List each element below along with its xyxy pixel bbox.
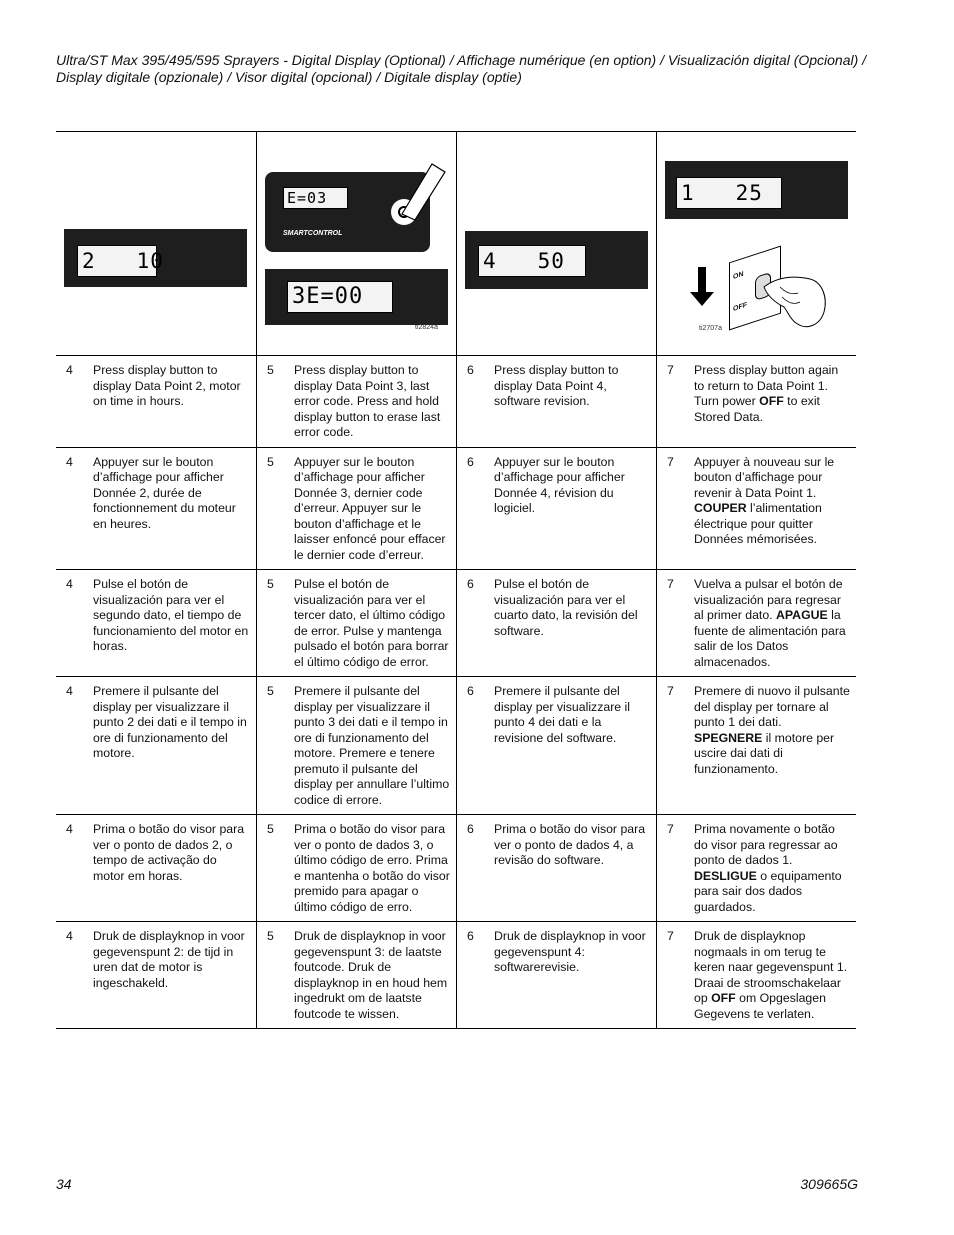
step-number: 6 [467,454,474,469]
text-row-nl [56,922,856,1029]
text-row-pt [56,815,856,922]
step-text: Druk de displayknop in voor gegevenspunt 2: de tijd in uren dat de motor is ingeschakeld. [93,929,245,990]
step-number: 7 [667,454,674,469]
step-text-part: Druk de displayknop nogmaals in om terug te keren naar gegevenspunt 1. Draai de stroomschakelaar op [694,929,848,1005]
text-row-en [56,356,856,448]
step-number: 7 [667,684,674,698]
step-number: 4 [66,577,73,591]
step-number: 4 [66,929,73,943]
step-number: 4 [66,822,73,836]
step-text-part: o equipamento para sair dos dados guardados. [694,868,842,914]
step-text: Premere il pulsante del display per visualizzare il punto 3 dei dati e il tempo in ore di funzionamento del motore. Premere e tenere premuto il pulsante del display per annullare l’ultimo codice di errore. [294,684,450,807]
step-number: 5 [267,363,274,377]
step-number: 5 [267,454,274,469]
step-number: 6 [467,929,474,943]
step-number: 7 [667,822,674,836]
text-row-fr [56,448,856,571]
step-text: Pulse el botón de visualización para ver el cuarto dato, la revisión del software. [494,577,638,638]
lcd-readout: 2 10 [77,245,157,277]
step-number: 6 [467,684,474,698]
step-text: Prima o botão do visor para ver o ponto de dados 4, a revisão do software. [494,822,646,867]
step-text: Premere il pulsante del display per visualizzare il punto 2 dei dati e il tempo in ore di funzionamento del motore. [93,684,247,760]
step-text-bold: DESLIGUE [694,868,757,883]
switch-off-label: OFF [733,301,747,314]
figure-step-5 [256,132,456,355]
step-text: Press display button to display Data Point 3, last error code. Press and hold display button to erase last error code. [294,363,441,439]
lcd-readout-bottom: 3E=00 [287,281,393,313]
step-text: Pulse el botón de visualización para ver el segundo dato, el tiempo de funcionamiento del motor en horas. [93,577,249,653]
step-number: 5 [267,929,274,943]
step-text [694,822,850,915]
step-number: 5 [267,577,274,591]
step-text: Press display button to display Data Point 4, software revision. [494,363,619,408]
step-number: 7 [667,363,674,377]
step-text-part: Press display button again to return to Data Point 1. Turn power [694,363,839,408]
step-text-part: Prima novamente o botão do visor para regressar ao ponto de dados 1. [694,822,838,867]
down-arrow-icon [689,267,715,307]
step-number: 6 [467,822,474,836]
lcd-readout-top: E=03 [283,187,348,209]
step-text: Premere il pulsante del display per visualizzare il punto 4 dei dati e la revisione del software. [494,684,631,745]
step-text: Druk de displayknop in voor gegevenspunt 4: softwarerevisie. [494,929,646,974]
step-text [694,363,850,441]
step-text-bold: OFF [759,394,784,408]
step-text: Prima o botão do visor para ver o ponto de dados 3, o último código de erro. Prima e mantenha o botão do visor premido para apagar o último código de erro. [294,822,450,914]
step-text [694,684,850,808]
step-text-part: l’alimentation électrique pour quitter Données mémorisées. [694,501,822,546]
step-text: Druk de displayknop in voor gegevenspunt 3: de laatste foutcode. Druk de displayknop in en houd hem ingedrukt om de laatste foutcode te wissen. [294,929,448,1021]
step-number: 5 [267,684,274,698]
step-number: 7 [667,929,674,943]
step-text: Prima o botão do visor para ver o ponto de dados 2, o tempo de activação do motor em horas. [93,822,245,883]
page-number: 34 [56,1176,72,1192]
figure-step-7 [656,132,856,355]
finger-pointer-icon [397,162,447,222]
step-text [694,929,850,1022]
lcd-readout: 4 50 [478,245,586,277]
step-number: 6 [467,577,474,591]
step-text: Pulse el botón de visualización para ver el tercer dato, el último código de error. Pulse y mantenga pulsado el botón para borrar el último código de error. [294,577,449,669]
step-text: Appuyer sur le bouton d’affichage pour afficher Donnée 3, dernier code d’erreur. Appuyer sur le bouton d’affichage et le laisser enfoncé pour effacer le dernier code d’erreur. [294,454,446,562]
step-text-part: la fuente de alimentación para salir de los Datos almacenados. [694,608,846,669]
step-text-bold: OFF [711,991,736,1005]
lcd-readout: 1 25 [676,177,782,209]
step-text-bold: APAGUE [776,608,828,622]
step-number: 6 [467,363,474,377]
step-text-bold: COUPER [694,501,747,515]
lcd-panel [64,229,247,287]
step-text: Appuyer sur le bouton d’affichage pour afficher Donnée 2, durée de fonctionnement du moteur en heures. [93,454,236,531]
page-header: Ultra/ST Max 395/495/595 Sprayers - Digital Display (Optional) / Affichage numérique (en option) / Visualización digital (Opcional) / Display digitale (opzionale) / Visor digital (opcional) / Digitale display (optie) [56,52,867,85]
step-number: 7 [667,577,674,591]
step-number: 4 [66,363,73,377]
step-number: 5 [267,822,274,836]
step-text-part: to exit Stored Data. [694,394,820,424]
step-text-part: Vuelva a pulsar el botón de visualización para regresar al primer dato. [694,577,843,622]
step-text-part: Premere di nuovo il pulsante del display per tornare al punto 1 dei dati. [694,684,850,729]
step-number: 4 [66,684,73,698]
lcd-panel-bottom [265,269,448,325]
figure-id: ti2824a [415,324,438,331]
text-row-es [56,570,856,677]
figure-id: ti2707a [699,325,722,332]
step-text-part: om Opgeslagen Gegevens te verlaten. [694,991,826,1021]
step-text [694,577,850,670]
step-number: 4 [66,454,73,469]
step-text: Appuyer sur le bouton d’affichage pour afficher Donnée 4, révision du logiciel. [494,454,625,515]
brand-label: SMARTCONTROL [283,230,343,237]
figure-row [56,132,856,356]
figure-step-4 [56,132,256,355]
step-text-part: Appuyer à nouveau sur le bouton d’affichage pour revenir à Data Point 1. [694,454,835,500]
step-text-bold: SPEGNERE [694,730,763,745]
step-text: Press display button to display Data Point 2, motor on time in hours. [93,363,241,408]
document-number: 309665G [800,1176,858,1192]
lcd-panel [665,161,848,219]
instruction-table [56,131,856,1029]
lcd-panel [465,231,648,289]
switch-on-label: ON [733,270,744,282]
hand-icon [762,257,832,337]
text-row-it [56,677,856,815]
step-text-part: il motore per uscire dai dati di funzionamento. [694,730,835,776]
figure-step-6 [456,132,656,355]
step-text [694,455,850,564]
